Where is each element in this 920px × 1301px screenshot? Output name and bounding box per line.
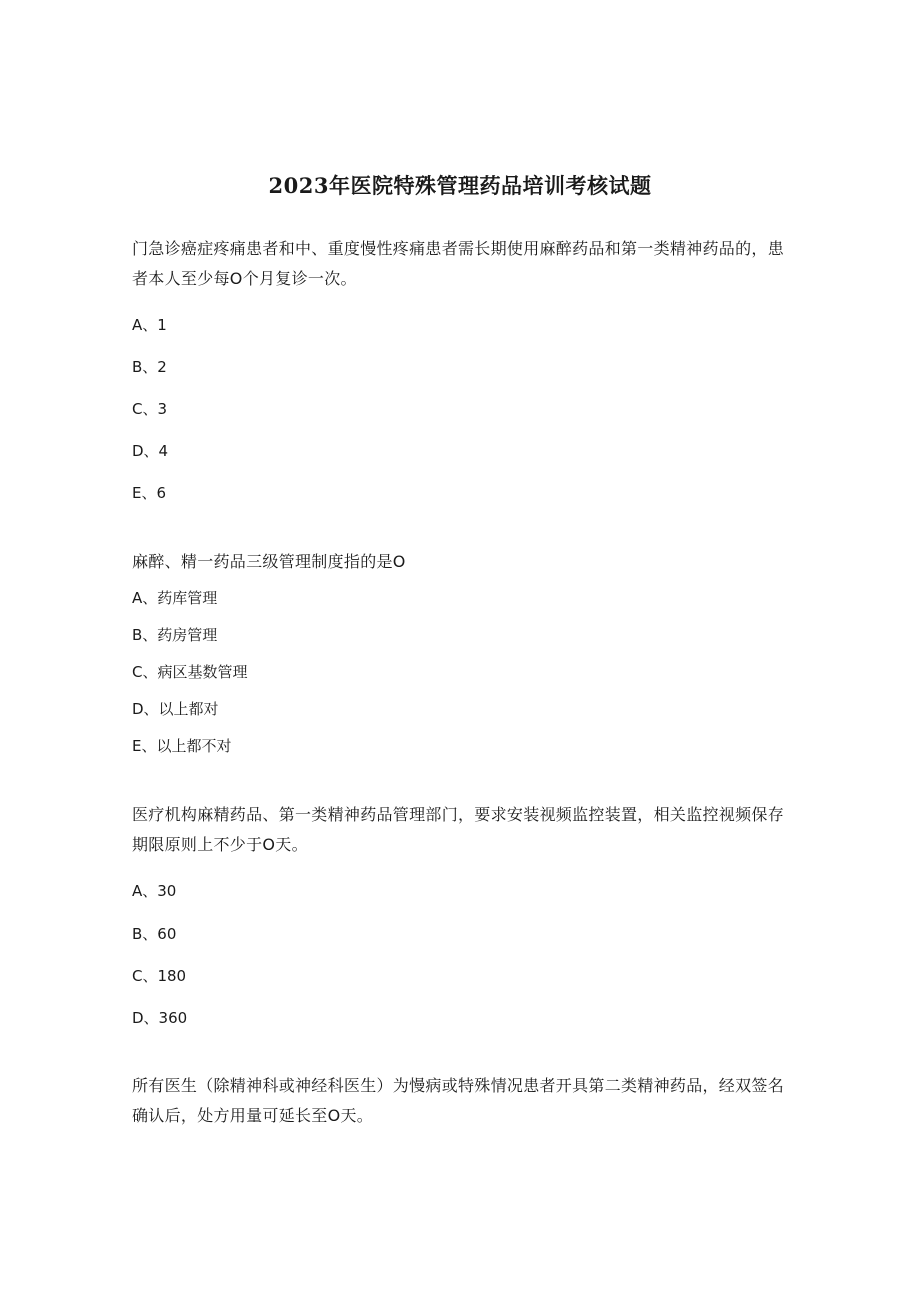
question-1-option-c: C、3 xyxy=(132,400,168,418)
question-2-option-b: B、药房管理 xyxy=(132,626,218,644)
question-1-text: 门急诊癌症疼痛患者和中、重度慢性疼痛患者需长期使用麻醉药品和第一类精神药品的，患者本人至少每O个月复诊一次。 xyxy=(132,239,785,288)
question-2-option-d: D、以上都对 xyxy=(132,700,219,718)
question-4-text: 所有医生（除精神科或神经科医生）为慢病或特殊情况患者开具第二类精神药品，经双签名确认后，处方用量可延长至O天。 xyxy=(132,1076,785,1125)
page-title: 2023年医院特殊管理药品培训考核试题 xyxy=(268,173,652,198)
question-3-option-d: D、360 xyxy=(132,1009,188,1027)
question-3-option-b: B、60 xyxy=(132,925,177,943)
question-2-text: 麻醉、精一药品三级管理制度指的是O xyxy=(132,552,406,571)
question-2-option-a: A、药库管理 xyxy=(132,589,218,607)
question-1-option-a: A、1 xyxy=(132,316,167,334)
question-1-option-d: D、4 xyxy=(132,442,169,460)
question-1-option-b: B、2 xyxy=(132,358,167,376)
question-3-option-a: A、30 xyxy=(132,882,177,900)
question-2-option-c: C、病区基数管理 xyxy=(132,663,248,681)
question-3-text: 医疗机构麻精药品、第一类精神药品管理部门，要求安装视频监控装置，相关监控视频保存期限原则上不少于O天。 xyxy=(132,805,785,854)
question-2-option-e: E、以上都不对 xyxy=(132,737,232,755)
question-1-option-e: E、6 xyxy=(132,484,167,502)
question-3-option-c: C、180 xyxy=(132,967,187,985)
